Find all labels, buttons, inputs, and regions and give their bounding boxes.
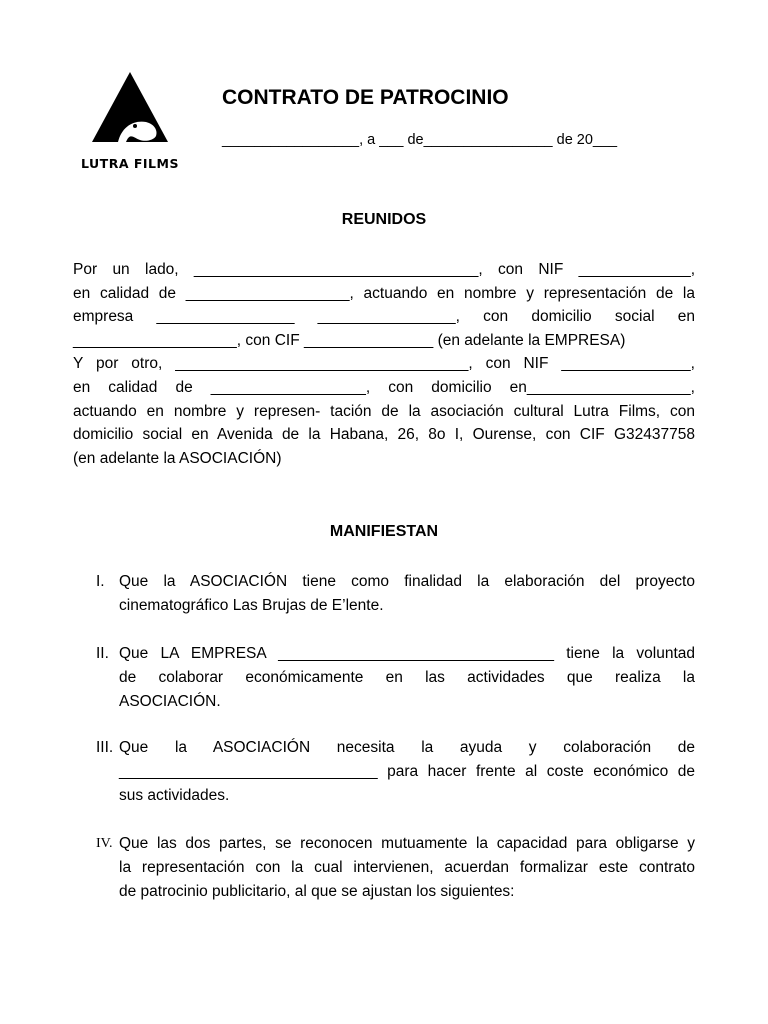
document-title: CONTRATO DE PATROCINIO <box>222 86 509 109</box>
section-heading-reunidos: REUNIDOS <box>341 211 427 228</box>
list-item-line: la representación con la cual intervienen, acuerdan formalizar este contrato <box>119 859 695 876</box>
paragraph-line: en calidad de ___________________, actuando en nombre y representación de la <box>73 284 695 302</box>
paragraph-line: (en adelante la ASOCIACIÓN) <box>73 449 282 467</box>
place-date-line: _________________, a ___ de________________ de 20___ <box>222 132 618 148</box>
list-item-line: Que LA EMPRESA ________________________________ tiene la voluntad <box>119 645 695 662</box>
list-item-line: cinematográfico Las Brujas de E’lente. <box>119 597 384 614</box>
logo <box>70 68 190 178</box>
list-item-line: Que la ASOCIACIÓN necesita la ayuda y colaboración de <box>119 739 695 756</box>
list-item <box>73 736 695 808</box>
logo-text: LUTRA FILMS <box>81 156 179 171</box>
list-item <box>73 642 695 714</box>
lutra-logo-icon <box>88 68 172 148</box>
list-item-line: Que las dos partes, se reconocen mutuamente la capacidad para obligarse y <box>119 835 695 852</box>
list-item-line: ASOCIACIÓN. <box>119 693 221 710</box>
paragraph-line: empresa ________________ ________________, con domicilio social en <box>73 308 695 326</box>
list-item-number: II. <box>96 645 109 662</box>
paragraph-line: domicilio social en Avenida de la Habana, 26, 8o I, Ourense, con CIF G32437758 <box>73 426 695 444</box>
list-item <box>73 570 695 618</box>
list-item-number: I. <box>96 573 105 590</box>
paragraph-line: ___________________, con CIF _______________ (en adelante la EMPRESA) <box>73 331 626 349</box>
list-item <box>73 832 695 904</box>
paragraph-line: Por un lado, _________________________________, con NIF _____________, <box>73 261 695 278</box>
paragraph-line: Y por otro, __________________________________, con NIF _______________, <box>73 355 695 373</box>
list-item-number: III. <box>96 739 114 756</box>
list-item-line: de patrocinio publicitario, al que se ajustan los siguientes: <box>119 883 515 900</box>
section-heading-manifiestan: MANIFIESTAN <box>329 523 439 540</box>
list-item-number: IV. <box>96 836 113 851</box>
list-item-line: ______________________________ para hacer frente al coste económico de <box>119 763 695 780</box>
list-item-line: de colaborar económicamente en las actividades que realiza la <box>119 669 695 686</box>
list-item-line: Que la ASOCIACIÓN tiene como finalidad la elaboración del proyecto <box>119 573 695 590</box>
list-item-line: sus actividades. <box>119 787 230 804</box>
reunidos-paragraph <box>73 258 695 470</box>
paragraph-line: actuando en nombre y represen- tación de la asociación cultural Lutra Films, con <box>73 402 695 420</box>
paragraph-line: en calidad de __________________, con domicilio en___________________, <box>73 378 695 396</box>
